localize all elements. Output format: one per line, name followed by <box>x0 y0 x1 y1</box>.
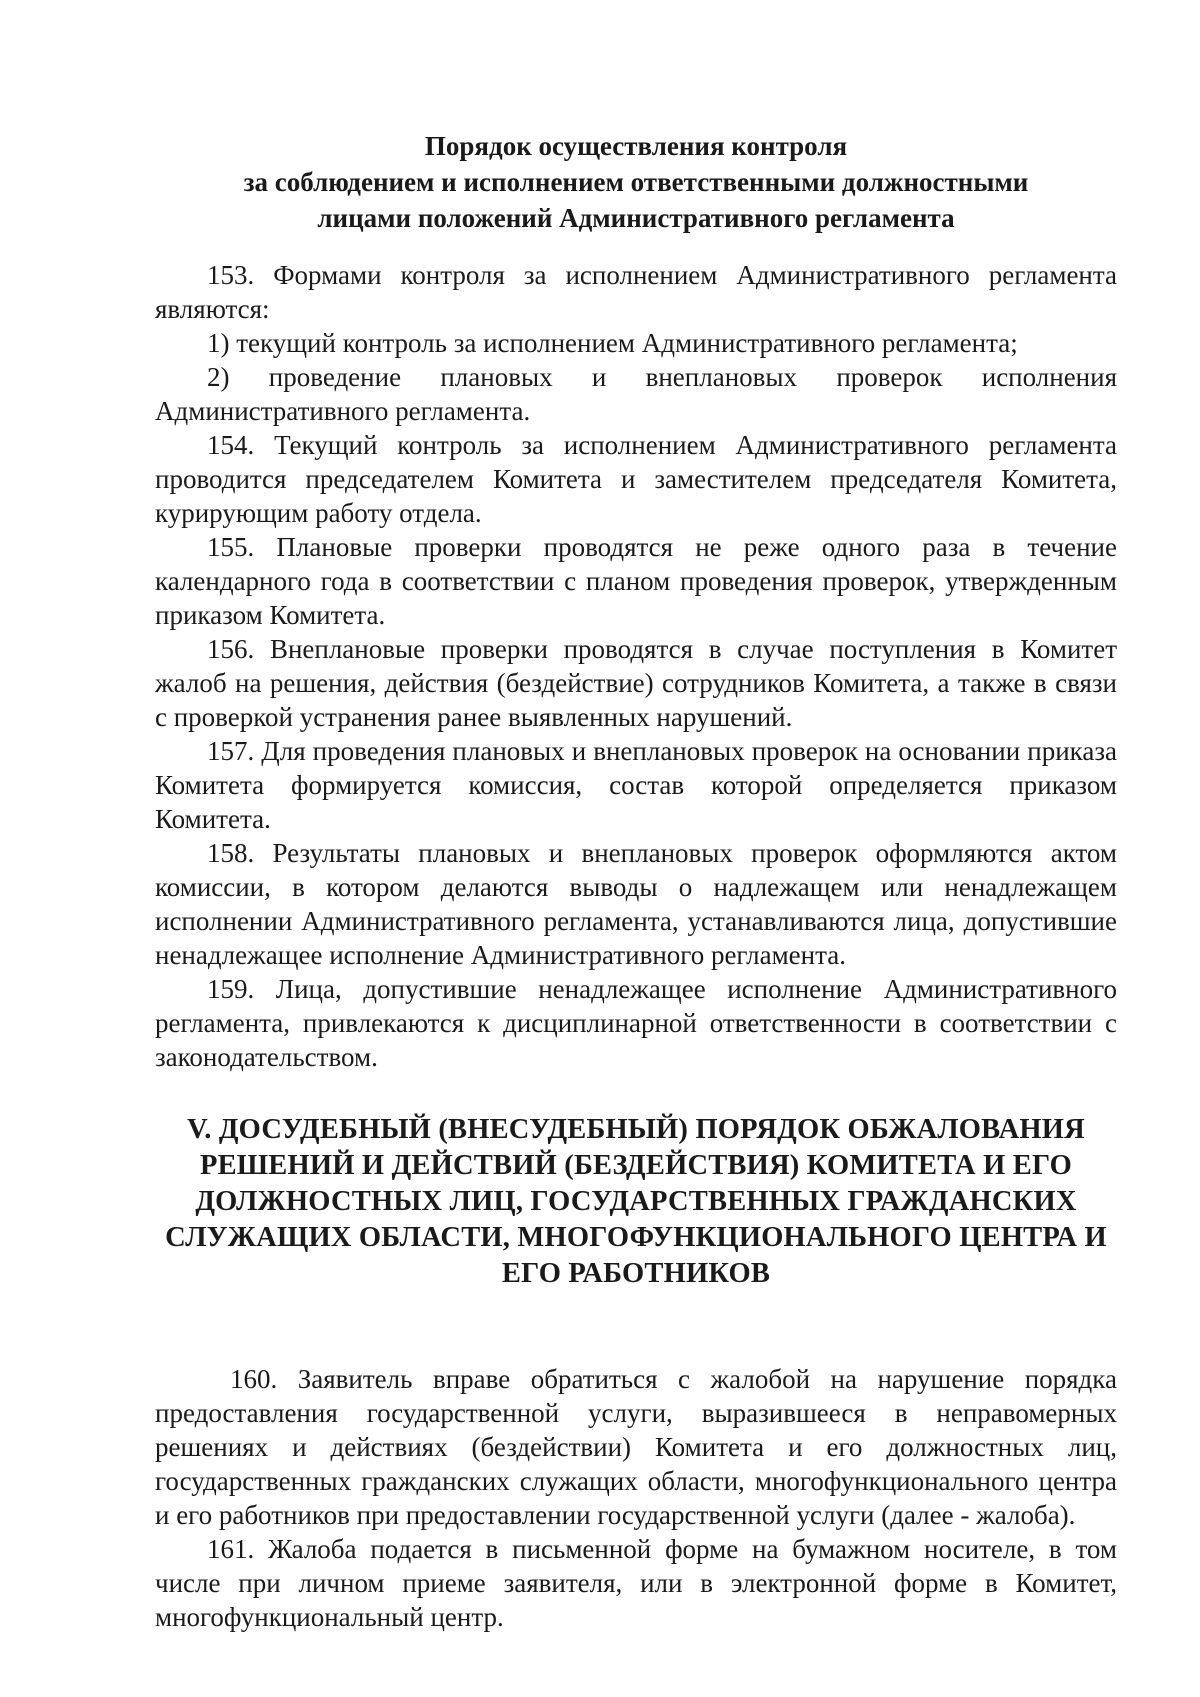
section-title-line: РЕШЕНИЙ И ДЕЙСТВИЙ (БЕЗДЕЙСТВИЯ) КОМИТЕТА И ЕГО <box>199 1150 1073 1181</box>
subtitle-line: Порядок осуществления контроля <box>424 131 848 161</box>
paragraph-158: 158. Результаты плановых и внеплановых проверок оформляются актом комиссии, в котором делаются выводы о надлежащем или ненадлежащем исполнении Административного регламента, устанавливаются лица, допустившие ненадлежащее исполнение Административного регламента. <box>155 838 1117 970</box>
paragraph-157: 157. Для проведения плановых и внеплановых проверок на основании приказа Комитета формируется комиссия, состав которой определяется приказом Комитета. <box>155 736 1117 834</box>
paragraph-153-item-2: 2) проведение плановых и внеплановых проверок исполнения Административного регламента. <box>155 362 1117 426</box>
section-title-line: СЛУЖАЩИХ ОБЛАСТИ, МНОГОФУНКЦИОНАЛЬНОГО ЦЕНТРА И <box>165 1222 1107 1253</box>
paragraph-159: 159. Лица, допустившие ненадлежащее исполнение Административного регламента, привлекаются к дисциплинарной ответственности в соответствии с законодательством. <box>155 974 1117 1072</box>
paragraph-155: 155. Плановые проверки проводятся не реже одного раза в течение календарного года в соответствии с планом проведения проверок, утвержденным приказом Комитета. <box>155 532 1117 630</box>
paragraph-154: 154. Текущий контроль за исполнением Административного регламента проводится председателем Комитета и заместителем председателя Комитета, курирующим работу отдела. <box>155 430 1117 528</box>
paragraph-153-item-1: 1) текущий контроль за исполнением Административного регламента; <box>207 328 1018 358</box>
section-title-line: ДОЛЖНОСТНЫХ ЛИЦ, ГОСУДАРСТВЕННЫХ ГРАЖДАНСКИХ <box>195 1186 1077 1217</box>
section-v-title <box>155 1112 1117 1292</box>
document-page <box>155 128 1117 1634</box>
subtitle-line: лицами положений Административного регламента <box>317 203 955 233</box>
paragraph-153: 153. Формами контроля за исполнением Административного регламента являются: <box>155 260 1117 324</box>
paragraph-156: 156. Внеплановые проверки проводятся в случае поступления в Комитет жалоб на решения, действия (бездействие) сотрудников Комитета, а также в связи с проверкой устранения ранее выявленных нарушений. <box>155 634 1117 732</box>
control-subtitle <box>155 128 1117 236</box>
section-title-line: ЕГО РАБОТНИКОВ <box>501 1258 771 1289</box>
paragraph-161: 161. Жалоба подается в письменной форме на бумажном носителе, в том числе при личном приеме заявителя, или в электронной форме в Комитет, многофункциональный центр. <box>155 1534 1117 1632</box>
paragraph-160: 160. Заявитель вправе обратиться с жалобой на нарушение порядка предоставления государственной услуги, выразившееся в неправомерных решениях и действиях (бездействии) Комитета и его должностных лиц, государственных гражданских служащих области, многофункционального центра и его работников при предоставлении государственной услуги (далее - жалоба). <box>155 1364 1117 1530</box>
section-title-line: V. ДОСУДЕБНЫЙ (ВНЕСУДЕБНЫЙ) ПОРЯДОК ОБЖАЛОВАНИЯ <box>187 1114 1085 1145</box>
subtitle-line: за соблюдением и исполнением ответственными должностными <box>243 167 1029 197</box>
